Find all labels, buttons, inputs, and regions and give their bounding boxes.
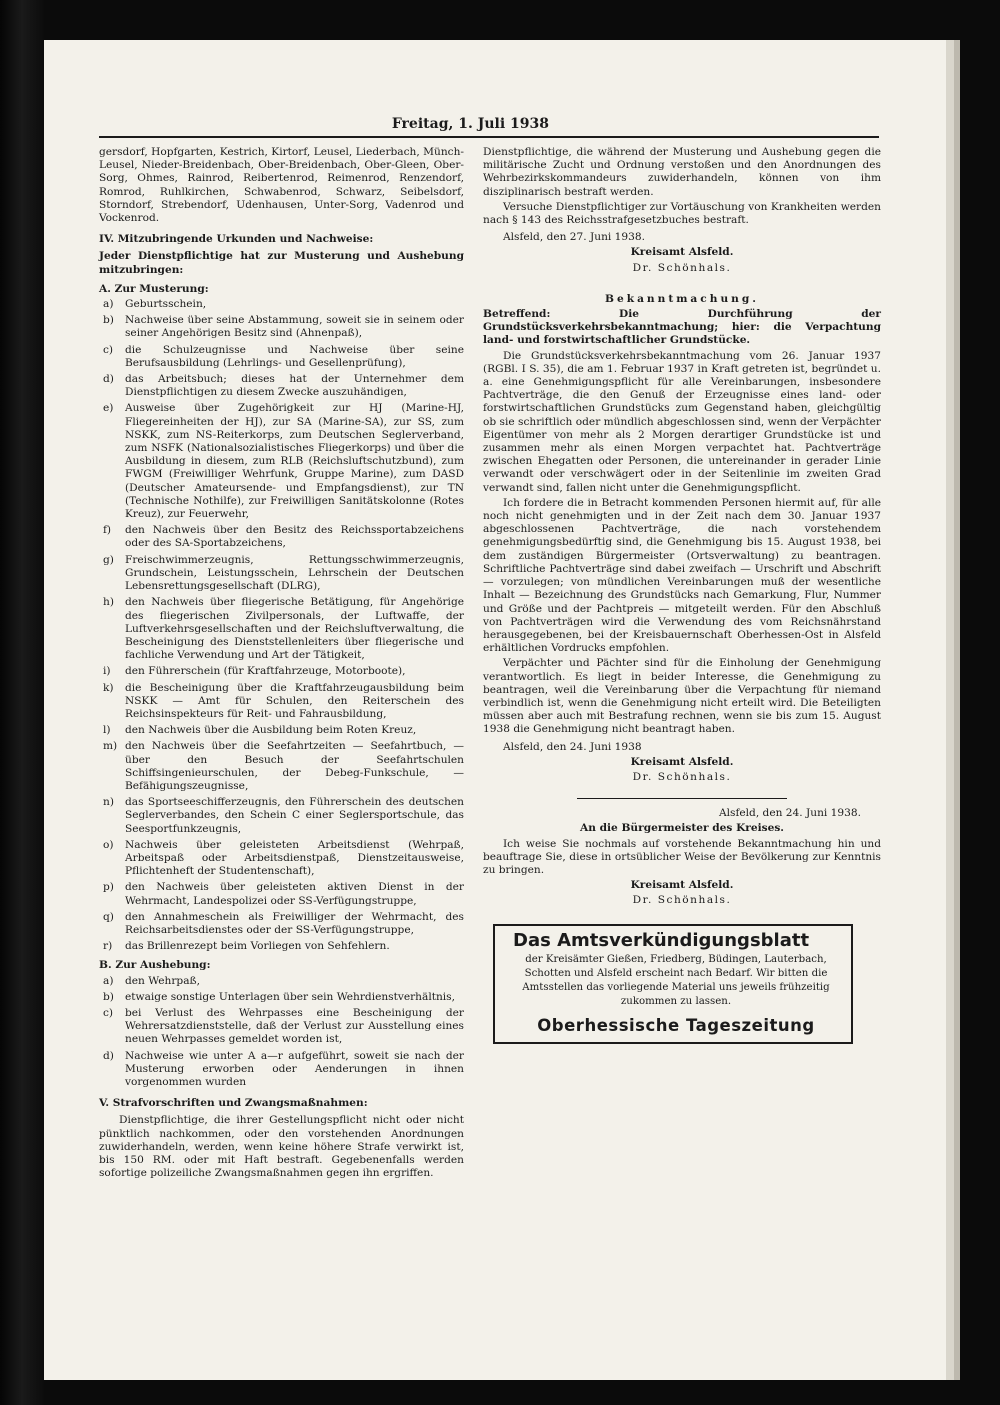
notice-box-title: Das Amtsverkündigungsblatt — [513, 929, 810, 951]
list-item-label: a) — [103, 298, 114, 311]
section-5-text: Dienstpflichtige, die ihrer Gestellungspflicht nicht oder nicht pünktlich nachkommen, oder den vorstehenden Anordnungen zuwiderhandeln, werden, wenn keine höhere Strafe verwirkt ist, bis 150 RM. oder mit Haft bestraft. Gegebenenfalls werden sofortige polizeiliche Zwangsmaßnahmen gegen ihn ergriffen. — [99, 1114, 464, 1180]
intro-paragraph: gersdorf, Hopfgarten, Kestrich, Kirtorf, Leusel, Liederbach, Münch-Leusel, Nieder-Breidenbach, Ober-Breidenbach, Ober-Gleen, Ober-Sorg, Ohmes, Rainrod, Reibertenrod, Reimenrod, Renzendorf, Romrod, Ruhlkirchen, Schwabenrod, Schwarz, Seibelsdorf, Storndorf, Strebendorf, Udenhausen, Unter-Sorg, Vadenrod und Vockenrod. — [99, 146, 464, 225]
page-header — [99, 108, 879, 138]
list-b — [99, 975, 464, 1090]
paragraph-simulation: Versuche Dienstpflichtiger zur Vortäuschung von Krankheiten werden nach § 143 des Reichsstrafgesetzbuches bestraft. — [483, 200, 881, 227]
list-item-label: c) — [103, 1006, 114, 1019]
list-item — [99, 402, 464, 521]
list-item-label: b) — [103, 990, 114, 1003]
paragraph-law: Die Grundstücksverkehrsbekanntmachung vom 26. Januar 1937 (RGBl. I S. 35), die am 1. Februar 1937 in Kraft getreten ist, begründet u. a. eine Genehmigungspflicht für alle Vereinbarungen, insbesondere Pachtverträge, die den Genuß der Erzeugnisse eines land- oder forstwirtschaftlichen Grundstücks zum Gegenstand haben, gleichgültig ob sie schriftlich oder mündlich abgeschlossen sind, wenn der Verpächter Eigentümer von mehr als 2 Morgen derartiger Grundstücke ist und zusammen mehr als einen Morgen verpachtet hat. Pachtverträge zwischen Ehegatten oder Personen, die untereinander in gerader Linie verwandt oder verschwägert oder in der Seitenlinie im zweiten Grad verwandt sind, fallen nicht unter die Genehmigungspflicht. — [483, 349, 881, 494]
list-item-text: Geburtsschein, — [125, 298, 207, 311]
dateline-2: Alsfeld, den 24. Juni 1938 — [503, 740, 642, 753]
list-item — [99, 1050, 464, 1090]
list-item — [99, 796, 464, 836]
book-binding — [0, 0, 44, 1405]
addressee: An die Bürgermeister des Kreises. — [580, 822, 784, 835]
paragraph-discipline: Dienstpflichtige, die während der Musterung und Aushebung gegen die militärische Zucht und Ordnung verstoßen und den Anordnungen des Wehrbezirkskommandeurs zuwiderhandeln, können von ihm disziplinarisch bestraft werden. — [483, 146, 881, 198]
list-item-text: den Nachweis über den Besitz des Reichssportabzeichens oder des SA-Sportabzeichens, — [125, 524, 464, 550]
right-column — [483, 146, 881, 1044]
section-4-lead: Jeder Dienstpflichtige hat zur Musterung und Aushebung mitzubringen: — [99, 250, 464, 276]
list-item — [99, 975, 464, 988]
header-date: Freitag, 1. Juli 1938 — [391, 116, 549, 132]
signature-1: Dr. Schönhals. — [632, 261, 732, 274]
list-item — [99, 911, 464, 937]
list-item-label: a) — [103, 974, 114, 987]
list-item — [99, 596, 464, 662]
list-item-text: den Führerschein (für Kraftfahrzeuge, Motorboote), — [125, 665, 406, 678]
dateline-1: Alsfeld, den 27. Juni 1938. — [503, 231, 646, 244]
authority-2: Kreisamt Alsfeld. — [630, 755, 734, 768]
list-item-label: h) — [103, 596, 114, 609]
list-item-text: Nachweise wie unter A a—r aufgeführt, soweit sie nach der Musterung erworben oder Aenderungen in ihnen vorgenommen wurden — [125, 1049, 464, 1088]
list-item-text: die Bescheinigung über die Kraftfahrzeugausbildung beim NSKK — Amt für Schulen, den Reiterschein des Reichsinspekteurs für Reit- und Fahrausbildung, — [125, 681, 464, 720]
divider — [577, 798, 787, 799]
list-item — [99, 940, 464, 953]
list-item-text: den Nachweis über geleisteten aktiven Dienst in der Wehrmacht, Landespolizei oder SS-Verfügungstruppe, — [125, 881, 464, 907]
announcement-title: Bekanntmachung. — [605, 292, 759, 305]
notice-box-footer: Oberhessische Tageszeitung — [537, 1015, 815, 1035]
list-item-label: b) — [103, 314, 114, 327]
list-item-label: k) — [103, 681, 114, 694]
list-item — [99, 373, 464, 399]
sub-a-title: A. Zur Musterung: — [99, 282, 209, 295]
list-item-label: e) — [103, 402, 114, 415]
list-item-text: den Nachweis über fliegerische Betätigung, für Angehörige des fliegerischen Zivilpersonals, der Luftwaffe, der Luftverkehrsgesellschaften und der Reichsluftverwaltung, die Bescheinigung des Dienststellenleiters über fliegerische und fachliche Verwendung und Art der Tätigkeit, — [125, 596, 464, 662]
list-item-text: das Brillenrezept beim Vorliegen von Sehfehlern. — [125, 940, 390, 953]
list-item-text: etwaige sonstige Unterlagen über sein Wehrdienstverhältnis, — [125, 990, 455, 1003]
list-item-label: q) — [103, 910, 114, 923]
dateline-3: Alsfeld, den 24. Juni 1938. — [718, 807, 861, 820]
list-item-text: Nachweis über geleisteten Arbeitsdienst (Wehrpaß, Arbeitspaß oder Arbeitsdienstpaß, Dienstzeitausweise, Pflichtenheft der Studentenschaft), — [125, 838, 464, 878]
list-item-label: d) — [103, 1049, 114, 1062]
sub-b-title: B. Zur Aushebung: — [99, 959, 211, 972]
list-item-label: d) — [103, 373, 114, 386]
list-item-text: das Arbeitsbuch; dieses hat der Unternehmer dem Dienstpflichtigen zu diesem Zwecke auszuhändigen, — [125, 373, 464, 399]
signature-2: Dr. Schönhals. — [632, 770, 732, 783]
document-page — [44, 40, 946, 1380]
list-item — [99, 344, 464, 370]
list-item — [99, 554, 464, 594]
paragraph-responsibility: Verpächter und Pächter sind für die Einholung der Genehmigung verantwortlich. Es liegt in beider Interesse, die Genehmigung zu beantragen, weil die Vereinbarung über die Verpachtung für niemand verbindlich ist, wenn die Genehmigung nicht erteilt wird. Die Beteiligten müssen aber auch mit Bestrafung rechnen, wenn sie bis zum 15. August 1938 die Genehmigung nicht beantragt haben. — [483, 657, 881, 736]
list-item-text: den Annahmeschein als Freiwilliger der Wehrmacht, des Reichsarbeitsdienstes oder der SS-Verfügungstruppe, — [125, 910, 464, 936]
list-item-text: Freischwimmerzeugnis, Rettungsschwimmerzeugnis, Grundschein, Leistungsschein, Lehrschein der Deutschen Lebensrettungsgesellschaft (DLRG), — [125, 553, 464, 593]
list-item — [99, 298, 464, 311]
list-item-label: o) — [103, 838, 114, 851]
list-item-label: n) — [103, 796, 114, 809]
paragraph-request: Ich fordere die in Betracht kommenden Personen hiermit auf, für alle noch nicht genehmigten und in der Zeit nach dem 30. Januar 1937 abgeschlossenen Pachtverträge, die nach vorstehendem genehmigungsbedürftig sind, die Genehmigung bis 15. August 1938, bei dem zuständigen Bürgermeister (Ortsverwaltung) zu beantragen. Schriftliche Pachtverträge sind dabei zweifach — Urschrift und Abschrift — vorzulegen; von mündlichen Vereinbarungen muß der wesentliche Inhalt — Bezeichnung des Grundstücks nach Gemarkung, Flur, Nummer und Größe und der Pachtpreis — mitgeteilt werden. Für den Abschluß von Pachtverträgen wird die Verwendung des vom Reichsnährstand herausgegebenen, bei der Kreisbauernschaft Oberhessen-Ost in Alsfeld erhältlichen Vordrucks empfohlen. — [483, 496, 881, 655]
list-item-text: bei Verlust des Wehrpasses eine Bescheinigung der Wehrersatzdienststelle, daß der Verlust zur Ausstellung eines neuen Wehrpasses gemeldet worden ist, — [125, 1006, 464, 1046]
list-item-label: m) — [103, 740, 118, 753]
list-item — [99, 524, 464, 550]
list-item-text: den Nachweis über die Seefahrtzeiten — Seefahrtbuch, — über den Besuch der Seefahrtschulen Schiffsingenieurschulen, der Debeg-Funkschule, — Befähigungszeugnisse, — [125, 740, 464, 792]
left-column — [99, 146, 464, 1182]
authority-1: Kreisamt Alsfeld. — [630, 246, 734, 259]
signature-3: Dr. Schönhals. — [632, 894, 732, 907]
section-4-title: IV. Mitzubringende Urkunden und Nachweise: — [99, 233, 374, 246]
list-item — [99, 991, 464, 1004]
list-item-text: Ausweise über Zugehörigkeit zur HJ (Marine-HJ, Fliegereinheiten der HJ), zur SA (Marine-SA), zur SS, zum NSKK, zum NS-Reiterkorps, zum Deutschen Seglerverband, zum NSFK (Nationalsozialistisches Fliegerkorps) und über die Ausbildung in diesem, zum RLB (Reichsluftschutzbund), zum FWGM (Freiwilliger Wehrfunk, Gruppe Marine), zum DASD (Deutscher Amateursende- und Empfangsdienst), zur TN (Technische Nothilfe), zur Freiwilligen Sanitätskolonne (Rotes Kreuz), zur Feuerwehr, — [125, 402, 464, 521]
list-item — [99, 682, 464, 722]
list-item — [99, 724, 464, 737]
list-item-label: g) — [103, 553, 114, 566]
list-item — [99, 1007, 464, 1047]
subject-line: Betreffend: Die Durchführung der Grundstücksverkehrsbekanntmachung; hier: die Verpachtung land- und forstwirtschaftlicher Grundstücke. — [483, 308, 881, 347]
notice-box-text: der Kreisämter Gießen, Friedberg, Büdingen, Lauterbach, Schotten und Alsfeld erscheint nach Bedarf. Wir bitten die Amtsstellen das vorliegende Material uns jeweils frühzeitig zukommen zu lassen. — [522, 953, 830, 1007]
list-item-text: das Sportseeschifferzeugnis, den Führerschein des deutschen Seglerverbandes, den Schein C einer Seglersportschule, das Seesportfunkzeugnis, — [125, 796, 464, 835]
list-item-text: den Wehrpaß, — [125, 974, 200, 987]
authority-3: Kreisamt Alsfeld. — [630, 879, 734, 892]
list-a — [99, 298, 464, 953]
list-item — [99, 881, 464, 907]
list-item-label: c) — [103, 343, 114, 356]
section-5-title: V. Strafvorschriften und Zwangsmaßnahmen: — [99, 1097, 368, 1110]
list-item-text: die Schulzeugnisse und Nachweise über seine Berufsausbildung (Lehrlings- und Gesellenprüfung), — [125, 343, 464, 369]
list-item — [99, 314, 464, 340]
list-item-text: den Nachweis über die Ausbildung beim Roten Kreuz, — [125, 724, 417, 737]
list-item-label: p) — [103, 881, 114, 894]
list-item — [99, 740, 464, 793]
list-item-label: r) — [103, 940, 113, 953]
list-item-label: l) — [103, 724, 111, 737]
list-item-label: i) — [103, 665, 111, 678]
list-item-label: f) — [103, 524, 112, 537]
list-item — [99, 839, 464, 879]
list-item — [99, 665, 464, 678]
paragraph-instruction: Ich weise Sie nochmals auf vorstehende Bekanntmachung hin und beauftrage Sie, diese in ortsüblicher Weise der Bevölkerung zur Kenntnis zu bringen. — [483, 837, 881, 876]
notice-box — [493, 924, 853, 1044]
list-item-text: Nachweise über seine Abstammung, soweit sie in seinem oder seiner Angehörigen Besitz sind (Ahnenpaß), — [125, 314, 464, 340]
